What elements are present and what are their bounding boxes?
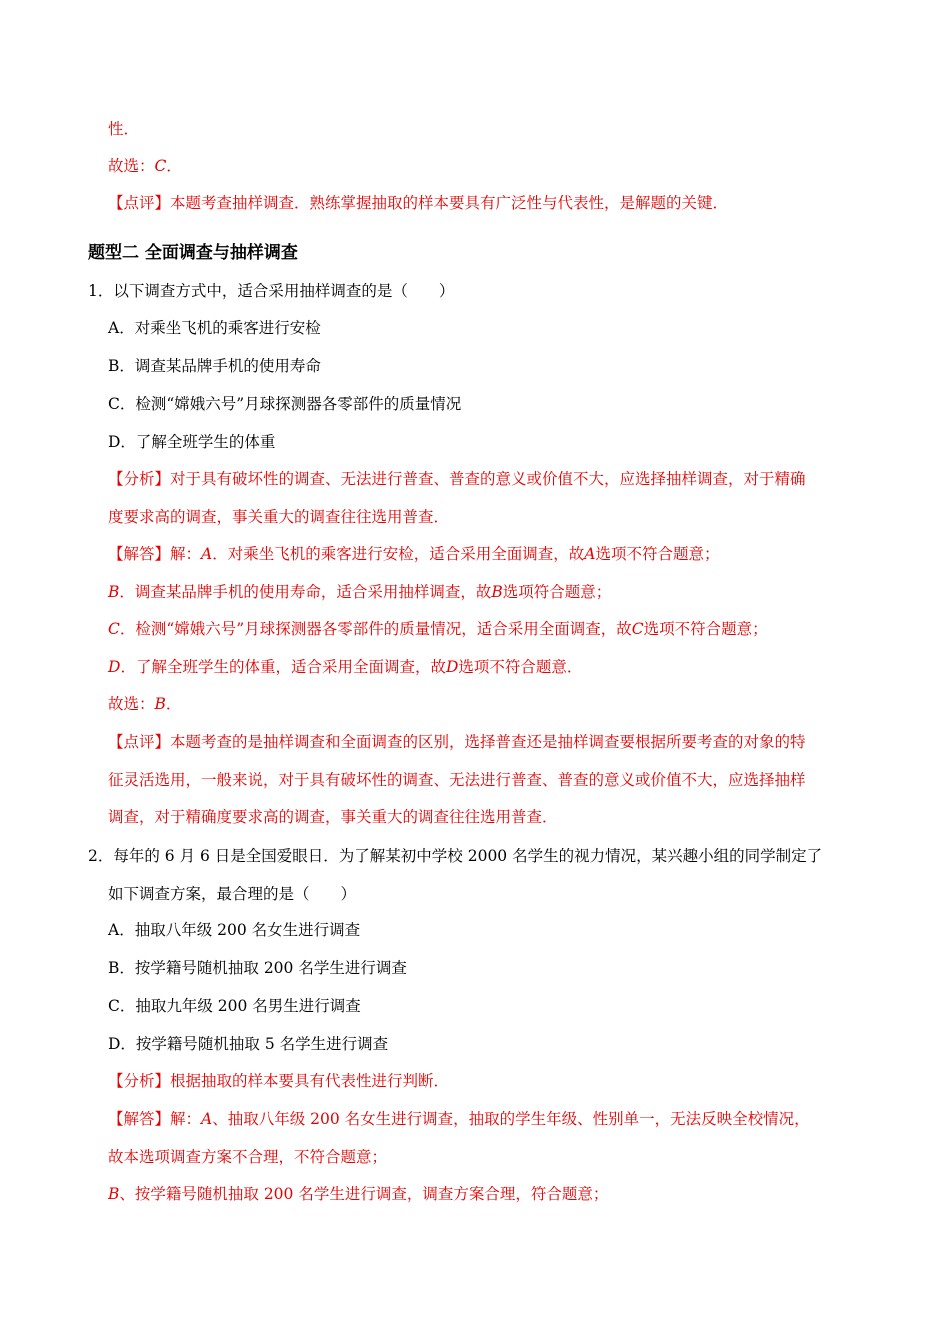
q1-stem: 1．以下调查方式中，适合采用抽样调查的是（ ）	[88, 282, 455, 300]
q1-option-a: A．对乘坐飞机的乘客进行安检	[108, 319, 321, 337]
q1-answer-a: 【解答】解：A．对乘坐飞机的乘客进行安检，适合采用全面调查，故A选项不符合题意；	[108, 545, 720, 563]
q1-option-c: C．检测“嫦娥六号”月球探测器各零部件的质量情况	[108, 395, 462, 413]
q1-answer-b: B．调查某品牌手机的使用寿命，适合采用抽样调查，故B选项符合题意；	[108, 583, 612, 601]
q1-option-d: D．了解全班学生的体重	[108, 433, 276, 451]
q1-comment-line2: 征灵活选用，一般来说，对于具有破坏性的调查、无法进行普查、普查的意义或价值不大，应选择抽样	[108, 771, 806, 789]
section-title: 题型二 全面调查与抽样调查	[88, 243, 298, 263]
q1-comment-line1: 【点评】本题考查的是抽样调查和全面调查的区别，选择普查还是抽样调查要根据所要考查的对象的特	[108, 733, 806, 751]
q1-comment-line3: 调查，对于精确度要求高的调查，事关重大的调查往往选用普查．	[108, 808, 558, 826]
q2-option-c: C．抽取九年级 200 名男生进行调查	[108, 997, 361, 1015]
q2-answer-b: B、按学籍号随机抽取 200 名学生进行调查，调查方案合理，符合题意；	[108, 1185, 609, 1203]
q1-option-b: B．调查某品牌手机的使用寿命	[108, 357, 321, 375]
q2-option-a: A．抽取八年级 200 名女生进行调查	[108, 921, 361, 939]
q2-option-b: B．按学籍号随机抽取 200 名学生进行调查	[108, 959, 407, 977]
q2-answer-a-line1: 【解答】解：A、抽取八年级 200 名女生进行调查，抽取的学生年级、性别单一，无法反映全校情况，	[108, 1110, 810, 1128]
q2-stem-line2: 如下调查方案，最合理的是（ ）	[108, 885, 357, 903]
q2-option-d: D．按学籍号随机抽取 5 名学生进行调查	[108, 1035, 389, 1053]
q2-stem-line1: 2．每年的 6 月 6 日是全国爱眼日．为了解某初中学校 2000 名学生的视力情况，某兴趣小组的同学制定了	[88, 847, 823, 865]
q1-analysis-line1: 【分析】对于具有破坏性的调查、无法进行普查、普查的意义或价值不大，应选择抽样调查，对于精确	[108, 470, 806, 488]
q1-answer-d: D．了解全班学生的体重，适合采用全面调查，故D选项不符合题意．	[108, 658, 583, 676]
q1-analysis-line2: 度要求高的调查，事关重大的调查往往选用普查．	[108, 508, 450, 526]
prev-comment: 【点评】本题考查抽样调查．熟练掌握抽取的样本要具有广泛性与代表性，是解题的关键．	[108, 194, 729, 212]
prev-choice: 故选：C．	[108, 157, 182, 175]
q1-answer-c: C．检测“嫦娥六号”月球探测器各零部件的质量情况，适合采用全面调查，故C选项不符合题意；	[108, 620, 768, 638]
q2-answer-a-line2: 故本选项调查方案不合理，不符合题意；	[108, 1148, 388, 1166]
prev-continuation: 性．	[108, 120, 140, 138]
q2-analysis: 【分析】根据抽取的样本要具有代表性进行判断．	[108, 1072, 450, 1090]
q1-choice: 故选：B．	[108, 695, 182, 713]
